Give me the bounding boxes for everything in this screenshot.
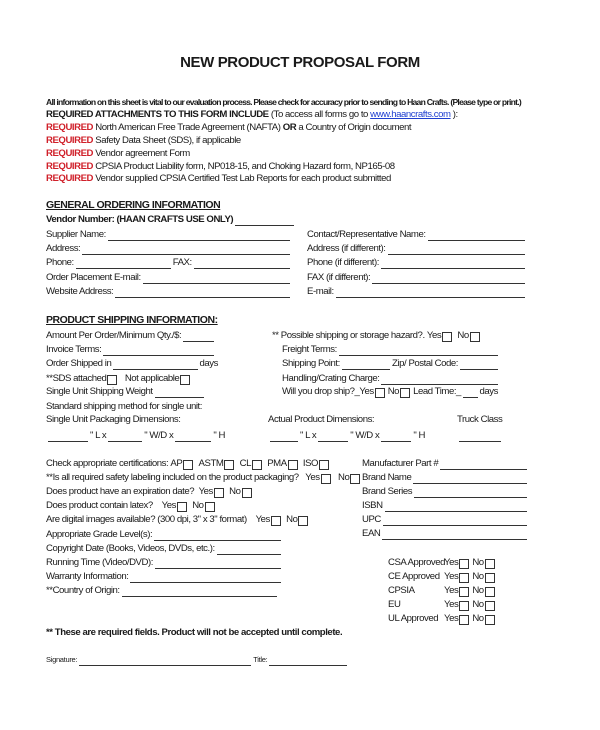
- no-label: No: [338, 472, 350, 483]
- supplier-name-field[interactable]: [108, 231, 290, 241]
- required-tag: REQUIRED: [46, 135, 94, 146]
- drop-yes-checkbox[interactable]: [375, 388, 385, 398]
- shipping-point-label: Shipping Point:: [282, 358, 340, 369]
- cert-astm-checkbox[interactable]: [224, 460, 234, 470]
- expiration-yes-checkbox[interactable]: [214, 488, 224, 498]
- invoice-terms-label: Invoice Terms:: [46, 344, 102, 355]
- invoice-terms-field[interactable]: [103, 346, 214, 356]
- latex-no-checkbox[interactable]: [205, 502, 215, 512]
- yes-label: Yes: [444, 571, 459, 582]
- required-item: [46, 148, 190, 160]
- days-label: days: [479, 386, 498, 397]
- required-text: Vendor supplied CPSIA Certified Test Lab Reports for each product submitted: [95, 173, 391, 184]
- images-yes-checkbox[interactable]: [271, 516, 281, 526]
- upc-label: UPC: [362, 514, 381, 525]
- handling-field[interactable]: [381, 375, 498, 385]
- hazard-yes-checkbox[interactable]: [442, 332, 452, 342]
- manufacturer-part-field[interactable]: [440, 460, 527, 470]
- latex-yes-checkbox[interactable]: [177, 502, 187, 512]
- ul-yes-checkbox[interactable]: [459, 615, 469, 625]
- running-time-label: Running Time (Video/DVD):: [46, 557, 153, 568]
- supplier-name-label: Supplier Name:: [46, 229, 106, 240]
- cert-cl-checkbox[interactable]: [252, 460, 262, 470]
- or-text: OR: [282, 122, 297, 133]
- required-text: Safety Data Sheet (SDS), if applicable: [95, 135, 241, 146]
- width-unit: " W/D x: [144, 430, 174, 441]
- yes-label: Yes: [359, 386, 374, 397]
- freight-terms-label: Freight Terms:: [282, 344, 337, 355]
- yes-label: Yes: [255, 514, 270, 525]
- fax-different-label: FAX (if different):: [307, 272, 371, 283]
- hazard-no-checkbox[interactable]: [470, 332, 480, 342]
- ce-yes-checkbox[interactable]: [459, 573, 469, 583]
- brand-series-field[interactable]: [414, 488, 527, 498]
- country-origin-field[interactable]: [122, 587, 277, 597]
- yes-label: Yes: [161, 500, 176, 511]
- copyright-field[interactable]: [217, 545, 281, 555]
- contact-name-field[interactable]: [428, 231, 525, 241]
- address-field[interactable]: [82, 245, 290, 255]
- no-label: No: [472, 599, 484, 610]
- address-different-field[interactable]: [388, 245, 525, 255]
- vendor-number-field[interactable]: [235, 216, 294, 226]
- ce-label: CE Approved: [388, 571, 440, 582]
- zip-label: Zip/ Postal Code:: [392, 358, 458, 369]
- height-unit: " H: [413, 430, 425, 441]
- lead-time-field[interactable]: [463, 388, 478, 398]
- no-label: No: [286, 514, 298, 525]
- no-label: No: [387, 386, 400, 397]
- no-label: No: [192, 500, 204, 511]
- vendor-number-label: Vendor Number: (HAAN CRAFTS USE ONLY): [46, 214, 234, 225]
- labeling-yes-checkbox[interactable]: [321, 474, 331, 484]
- signature-label: Signature:: [46, 655, 78, 664]
- required-item: [46, 122, 411, 134]
- brand-series-label: Brand Series: [362, 486, 413, 497]
- yes-label: Yes: [444, 585, 459, 596]
- required-item: [46, 135, 241, 147]
- address-different-label: Address (if different):: [307, 243, 386, 254]
- yes-label: Yes: [444, 599, 459, 610]
- no-label: No: [472, 613, 484, 624]
- fax-different-field[interactable]: [372, 274, 525, 284]
- not-applicable-checkbox[interactable]: [180, 375, 190, 385]
- shipping-point-field[interactable]: [342, 360, 390, 370]
- website-label: Website Address:: [46, 286, 114, 297]
- phone-different-field[interactable]: [381, 259, 525, 269]
- min-qty-label: Amount Per Order/Minimum Qty./$:: [46, 330, 182, 341]
- not-applicable-label: Not applicable: [124, 373, 180, 384]
- min-qty-field[interactable]: [183, 332, 214, 342]
- no-label: No: [472, 585, 484, 596]
- fax-label: FAX:: [172, 257, 192, 268]
- phone-label: Phone:: [46, 257, 74, 268]
- ce-no-checkbox[interactable]: [485, 573, 495, 583]
- order-email-field[interactable]: [143, 274, 290, 284]
- handling-label: Handling/Crating Charge:: [282, 373, 380, 384]
- cert-ap-label: AP: [170, 458, 183, 469]
- required-tag: REQUIRED: [46, 161, 94, 172]
- no-label: No: [472, 571, 484, 582]
- weight-label: Single Unit Shipping Weight: [46, 386, 153, 397]
- no-label: No: [457, 330, 469, 341]
- isbn-field[interactable]: [385, 502, 527, 512]
- vendor-number-row: [46, 214, 296, 226]
- expiration-no-checkbox[interactable]: [242, 488, 252, 498]
- actual-width-field[interactable]: [318, 432, 348, 442]
- cert-iso-label: ISO: [302, 458, 319, 469]
- truck-class-label: Truck Class: [457, 414, 503, 425]
- upc-field[interactable]: [383, 516, 527, 526]
- cert-astm-label: ASTM: [198, 458, 224, 469]
- brand-name-label: Brand Name: [362, 472, 412, 483]
- images-label: Are digital images available? (300 dpi, 3" x 3" format): [46, 514, 247, 525]
- attachments-note: (To access all forms go to: [268, 109, 371, 120]
- required-item: [46, 161, 395, 173]
- address-label: Address:: [46, 243, 81, 254]
- length-unit: " L x: [90, 430, 107, 441]
- grade-label: Appropriate Grade Level(s):: [46, 529, 153, 540]
- csa-label: CSA Approved: [388, 557, 446, 568]
- title-label: Title:: [253, 655, 268, 664]
- width-unit: " W/D x: [350, 430, 380, 441]
- cert-pma-checkbox[interactable]: [288, 460, 298, 470]
- days-label: days: [199, 358, 218, 369]
- manufacturer-part-label: Manufacturer Part #: [362, 458, 439, 469]
- pkg-height-field[interactable]: [175, 432, 211, 442]
- ean-label: EAN: [362, 528, 381, 539]
- csa-no-checkbox[interactable]: [485, 559, 495, 569]
- phone-different-label: Phone (if different):: [307, 257, 379, 268]
- cpsia-no-checkbox[interactable]: [485, 587, 495, 597]
- actual-height-field[interactable]: [381, 432, 411, 442]
- required-text: Vendor agreement Form: [95, 148, 190, 159]
- csa-yes-checkbox[interactable]: [459, 559, 469, 569]
- phone-field[interactable]: [76, 259, 171, 269]
- running-time-field[interactable]: [155, 559, 281, 569]
- required-tag: REQUIRED: [46, 122, 94, 133]
- weight-field[interactable]: [155, 388, 204, 398]
- order-shipped-label: Order Shipped in: [46, 358, 112, 369]
- intro-line: All information on this sheet is vital to our evaluation process. Please check for accuracy prior to sending to Haan Crafts. (Please type or print.): [46, 97, 521, 107]
- ul-no-checkbox[interactable]: [485, 615, 495, 625]
- packaging-dimensions-label: Single Unit Packaging Dimensions:: [46, 414, 181, 425]
- required-tag: REQUIRED: [46, 148, 94, 159]
- attachments-label: REQUIRED ATTACHMENTS TO THIS FORM INCLUDE: [46, 109, 269, 120]
- actual-dimensions-label: Actual Product Dimensions:: [268, 414, 375, 425]
- cert-pma-label: PMA: [267, 458, 287, 469]
- signature-field[interactable]: [79, 659, 251, 666]
- lead-time-label: Lead Time:_: [413, 386, 461, 397]
- pkg-width-field[interactable]: [108, 432, 142, 442]
- truck-class-field[interactable]: [459, 432, 501, 442]
- ean-field[interactable]: [382, 530, 527, 540]
- page-title: NEW PRODUCT PROPOSAL FORM: [180, 54, 420, 71]
- title-field[interactable]: [269, 659, 347, 666]
- yes-label: Yes: [444, 613, 459, 624]
- yes-label: Yes: [444, 557, 459, 568]
- cert-iso-checkbox[interactable]: [319, 460, 329, 470]
- country-origin-label: **Country of Origin:: [46, 585, 120, 596]
- required-text: North American Free Trade Agreement (NAFTA): [95, 122, 281, 133]
- pkg-length-field[interactable]: [48, 432, 88, 442]
- email-label: E-mail:: [307, 286, 334, 297]
- yes-label: Yes: [426, 330, 442, 341]
- sds-checkbox[interactable]: [107, 375, 117, 385]
- required-text-end: a Country of Origin document: [298, 122, 412, 133]
- eu-yes-checkbox[interactable]: [459, 601, 469, 611]
- brand-name-field[interactable]: [413, 474, 527, 484]
- zip-field[interactable]: [460, 360, 498, 370]
- shipping-heading: PRODUCT SHIPPING INFORMATION:: [46, 314, 218, 326]
- cpsia-label: CPSIA: [388, 585, 415, 596]
- no-label: No: [229, 486, 241, 497]
- required-text: CPSIA Product Liability form, NP018-15, and Choking Hazard form, NP165-08: [95, 161, 395, 172]
- labeling-no-checkbox[interactable]: [350, 474, 360, 484]
- hazard-label: ** Possible shipping or storage hazard?.: [272, 330, 425, 341]
- no-label: No: [472, 557, 484, 568]
- required-note: ** These are required fields. Product will not be accepted until complete.: [46, 627, 343, 638]
- order-shipped-field[interactable]: [113, 360, 197, 370]
- fax-field[interactable]: [194, 259, 290, 269]
- images-no-checkbox[interactable]: [298, 516, 308, 526]
- eu-label: EU: [388, 599, 401, 610]
- certifications-label: Check appropriate certifications:: [46, 458, 169, 469]
- ul-label: UL Approved: [388, 613, 439, 624]
- general-heading: GENERAL ORDERING INFORMATION: [46, 199, 221, 211]
- sds-label: **SDS attached: [46, 373, 107, 384]
- drop-ship-label: Will you drop ship?_: [282, 386, 360, 397]
- height-unit: " H: [213, 430, 225, 441]
- yes-label: Yes: [198, 486, 213, 497]
- drop-no-checkbox[interactable]: [400, 388, 410, 398]
- website-link[interactable]: www.haancrafts.com: [370, 109, 451, 120]
- attachments-end: ):: [450, 109, 458, 120]
- website-field[interactable]: [115, 288, 290, 298]
- order-email-label: Order Placement E-mail:: [46, 272, 141, 283]
- eu-no-checkbox[interactable]: [485, 601, 495, 611]
- email-field[interactable]: [336, 288, 525, 298]
- grade-field[interactable]: [154, 531, 281, 541]
- contact-name-label: Contact/Representative Name:: [307, 229, 426, 240]
- copyright-label: Copyright Date (Books, Videos, DVDs, etc.):: [46, 543, 215, 554]
- length-unit: " L x: [300, 430, 317, 441]
- actual-length-field[interactable]: [270, 432, 298, 442]
- yes-label: Yes: [305, 472, 320, 483]
- isbn-label: ISBN: [362, 500, 383, 511]
- cert-cl-label: CL: [239, 458, 251, 469]
- labeling-label: **Is all required safety labeling included on the product packaging?: [46, 472, 299, 483]
- attachments-line: [46, 109, 458, 121]
- latex-label: Does product contain latex?: [46, 500, 153, 511]
- freight-terms-field[interactable]: [339, 346, 498, 356]
- required-item: [46, 173, 391, 185]
- warranty-label: Warranty Information:: [46, 571, 129, 582]
- cpsia-yes-checkbox[interactable]: [459, 587, 469, 597]
- warranty-field[interactable]: [130, 573, 281, 583]
- required-tag: REQUIRED: [46, 173, 94, 184]
- expiration-label: Does product have an expiration date?: [46, 486, 195, 497]
- shipping-method-label: Standard shipping method for single unit:: [46, 401, 202, 412]
- cert-ap-checkbox[interactable]: [183, 460, 193, 470]
